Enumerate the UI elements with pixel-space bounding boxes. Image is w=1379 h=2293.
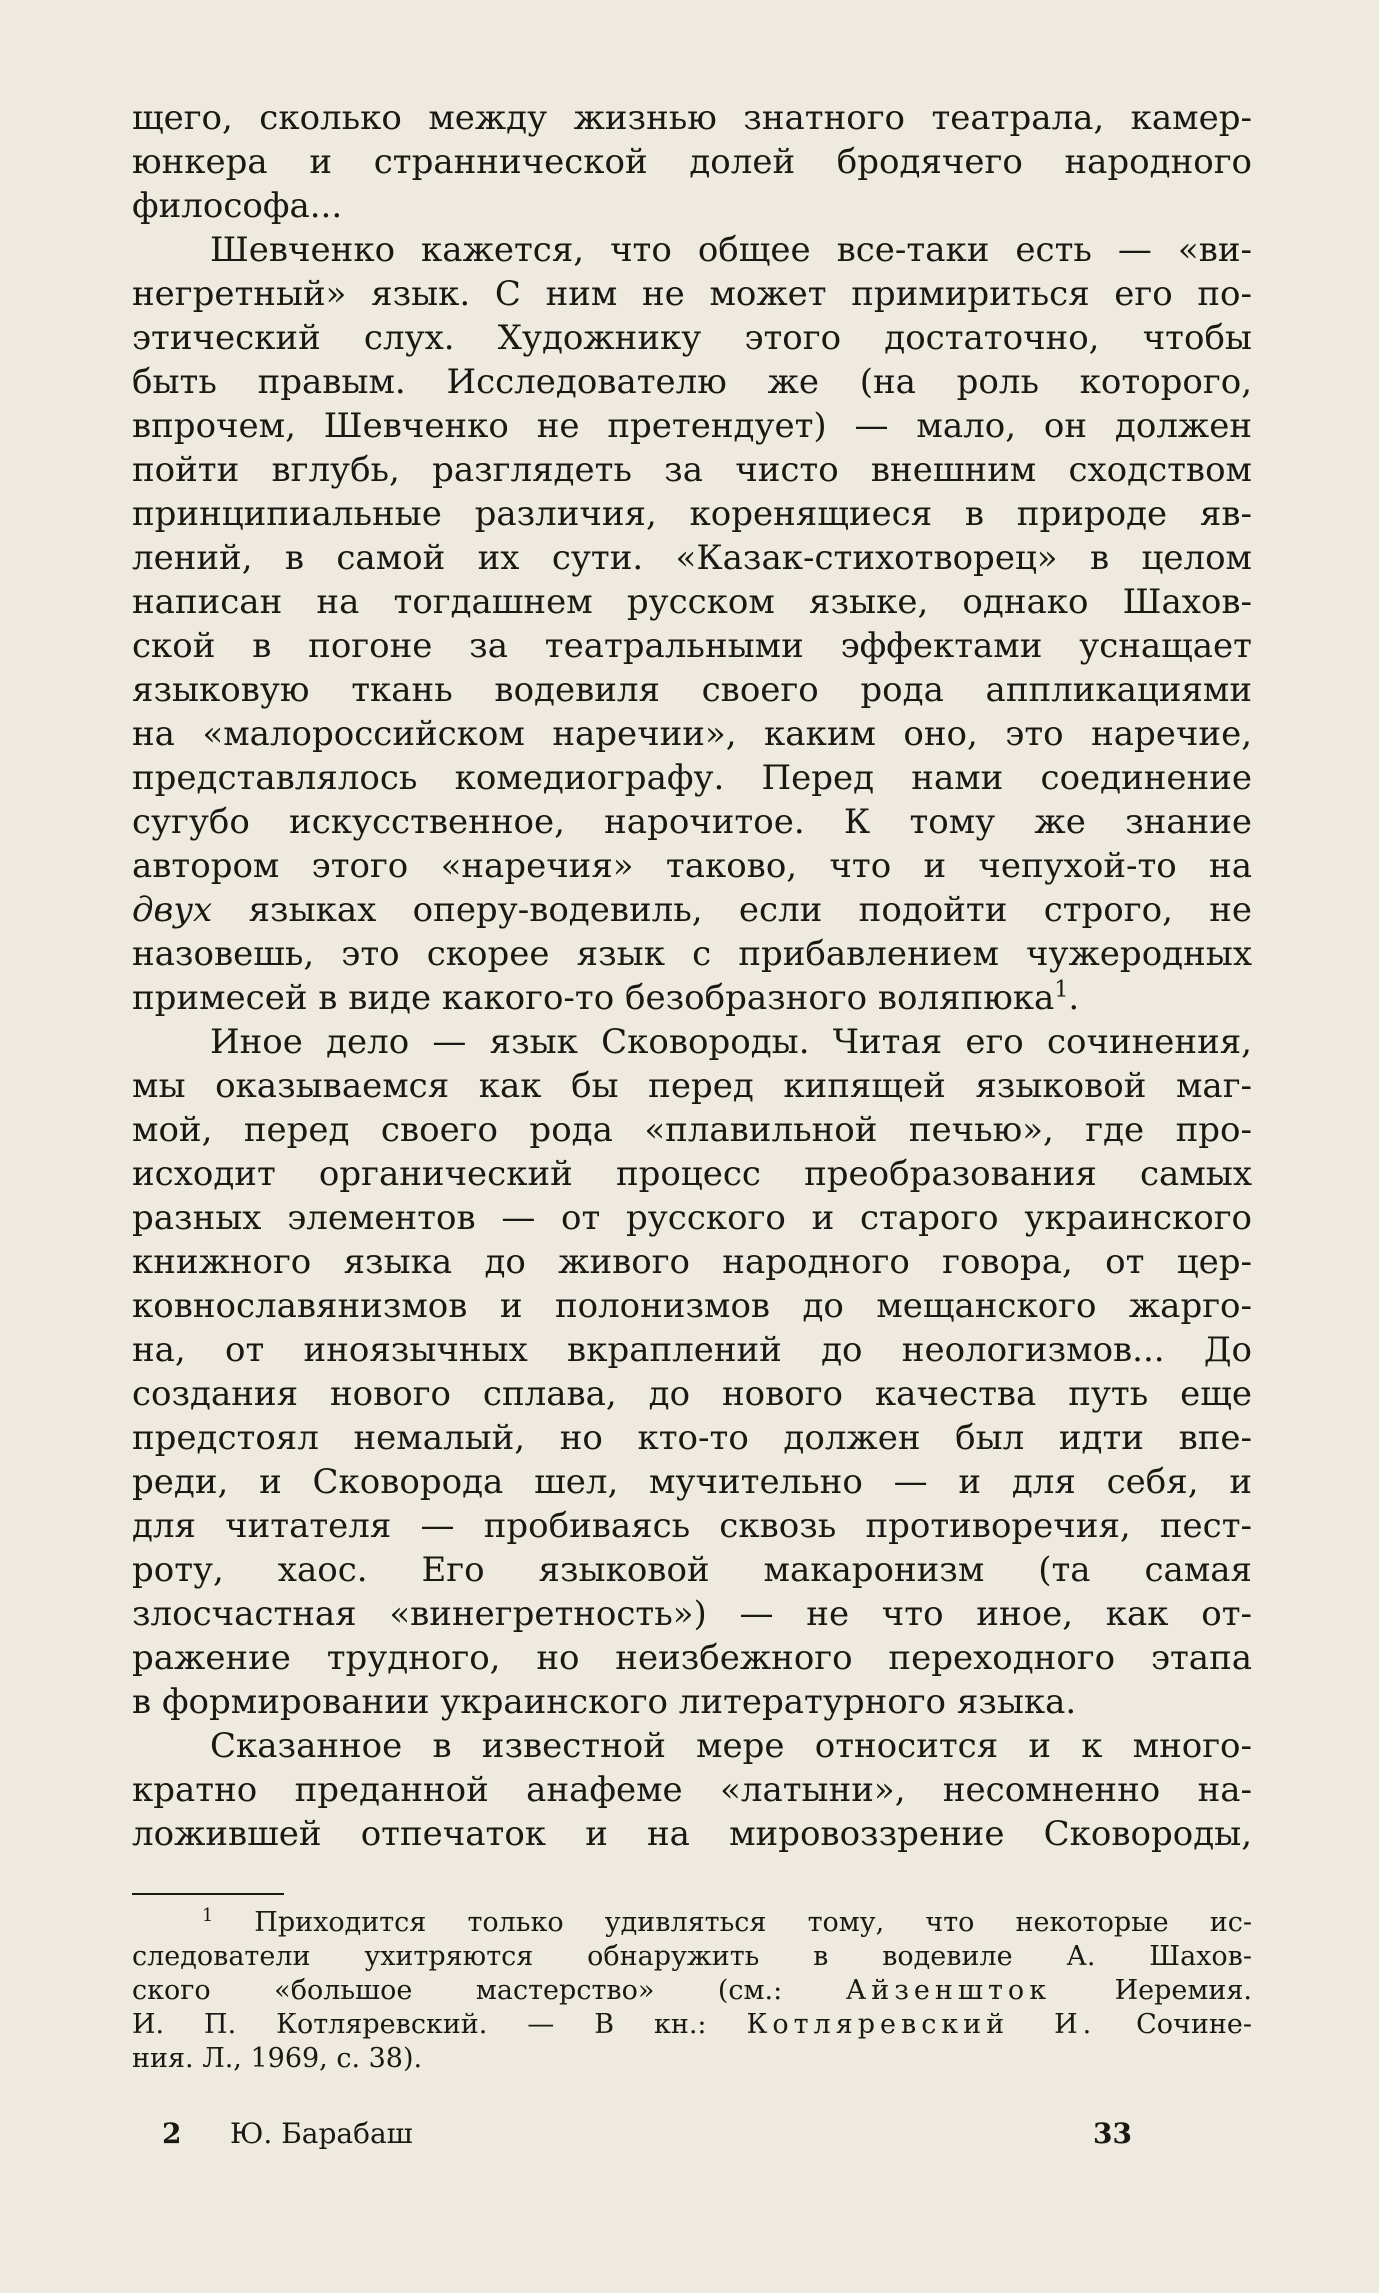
spaced-author-name: Котляревский И. [746, 2009, 1097, 2040]
text-line: мой, перед своего рода «плавильной печью», где про- [132, 1110, 1252, 1150]
text-line: написан на тогдашнем русском языке, однако Шахов- [132, 582, 1252, 622]
text-line: кратно преданной анафеме «латыни», несомненно на- [132, 1770, 1252, 1810]
text-line: в формировании украинского литературного языка. [132, 1682, 1077, 1722]
text-line: ложившей отпечаток и на мировоззрение Сковороды, [132, 1814, 1252, 1854]
text-line: злосчастная «винегретность») — не что иное, как от- [132, 1594, 1252, 1634]
footnote [132, 1906, 1252, 2076]
text-line: предстоял немалый, но кто-то должен был идти впе- [132, 1418, 1252, 1458]
text-line: юнкера и страннической долей бродячего народного [132, 142, 1252, 182]
footnote-line-text: Иеремия. [1114, 1975, 1252, 2006]
spaced-author-name: Айзеншток [845, 1975, 1052, 2006]
footnote-line-text: Сочине- [1136, 2009, 1252, 2040]
text-line: исходит органический процесс преобразования самых [132, 1154, 1252, 1194]
footnote-line-text: ского «большое мастерство» (см.: [132, 1975, 783, 2006]
page-footer [162, 2112, 1132, 2156]
footnote-divider [132, 1893, 284, 1895]
text-line: принципиальные различия, коренящиеся в природе яв- [132, 494, 1252, 534]
footnote-marker: 1 [202, 1906, 214, 1926]
text-line: языковую ткань водевиля своего рода аппликациями [132, 670, 1252, 710]
sentence-period: . [1068, 978, 1080, 1018]
text-line: книжного языка до живого народного говора, от цер- [132, 1242, 1252, 1282]
text-line: ской в погоне за театральными эффектами уснащает [132, 626, 1252, 666]
text-line: реди, и Сковорода шел, мучительно — и для себя, и [132, 1462, 1252, 1502]
text-line: представлялось комедиографу. Перед нами соединение [132, 758, 1252, 798]
text-line: ковнославянизмов и полонизмов до мещанского жарго- [132, 1286, 1252, 1326]
paragraph-start-line: Сказанное в известной мере относится и к много- [210, 1726, 1252, 1766]
text-line: лений, в самой их сути. «Казак-стихотворец» в целом [132, 538, 1252, 578]
text-line [132, 888, 1252, 932]
signature-author: Ю. Барабаш [230, 2117, 413, 2150]
paragraph-start-line: Иное дело — язык Сковороды. Читая его сочинения, [210, 1022, 1252, 1062]
text-line: философа... [132, 186, 343, 226]
text-line: впрочем, Шевченко не претендует) — мало, он должен [132, 406, 1252, 446]
text-line: назовешь, это скорее язык с прибавлением чужеродных [132, 934, 1252, 974]
footnote-line: ния. Л., 1969, с. 38). [132, 2043, 423, 2074]
text-line: ражение трудного, но неизбежного переходного этапа [132, 1638, 1252, 1678]
text-line-rest: языках оперу-водевиль, если подойти строго, не [248, 890, 1252, 930]
text-line [132, 976, 1252, 1020]
text-line: этический слух. Художнику этого достаточно, чтобы [132, 318, 1252, 358]
footnote-line [132, 1906, 1252, 1940]
footnote-line: следователи ухитряются обнаружить в водевиле А. Шахов- [132, 1941, 1252, 1972]
page-number: 33 [1093, 2117, 1132, 2150]
footnote-line [132, 2008, 1252, 2042]
text-line: быть правым. Исследователю же (на роль которого, [132, 362, 1252, 402]
footnote-reference[interactable]: 1 [1054, 976, 1069, 1003]
signature-number: 2 [162, 2117, 182, 2150]
text-line: мы оказываемся как бы перед кипящей языковой маг- [132, 1066, 1252, 1106]
footnote-line [132, 1974, 1252, 2008]
footnote-line-text: И. П. Котляревский. — В кн.: [132, 2009, 707, 2040]
italic-word: двух [132, 890, 213, 930]
text-line: пойти вглубь, разглядеть за чисто внешним сходством [132, 450, 1252, 490]
text-line: роту, хаос. Его языковой макаронизм (та самая [132, 1550, 1252, 1590]
paragraph-start-line: Шевченко кажется, что общее все-таки есть — «ви- [210, 230, 1252, 270]
text-line-content: примесей в виде какого-то безобразного воляпюка [132, 978, 1055, 1018]
main-text [132, 96, 1252, 1856]
text-line: создания нового сплава, до нового качества путь еще [132, 1374, 1252, 1414]
text-line: сугубо искусственное, нарочитое. К тому же знание [132, 802, 1252, 842]
text-line: негретный» язык. С ним не может примириться его по- [132, 274, 1252, 314]
text-line: разных элементов — от русского и старого украинского [132, 1198, 1252, 1238]
text-line: щего, сколько между жизнью знатного театрала, камер- [132, 98, 1252, 138]
footnote-line-text: Приходится только удивляться тому, что некоторые ис- [254, 1907, 1252, 1938]
text-line: на, от иноязычных вкраплений до неологизмов... До [132, 1330, 1252, 1370]
text-line: на «малороссийском наречии», каким оно, это наречие, [132, 714, 1252, 754]
text-line: для читателя — пробиваясь сквозь противоречия, пест- [132, 1506, 1252, 1546]
text-line: автором этого «наречия» таково, что и чепухой-то на [132, 846, 1252, 886]
